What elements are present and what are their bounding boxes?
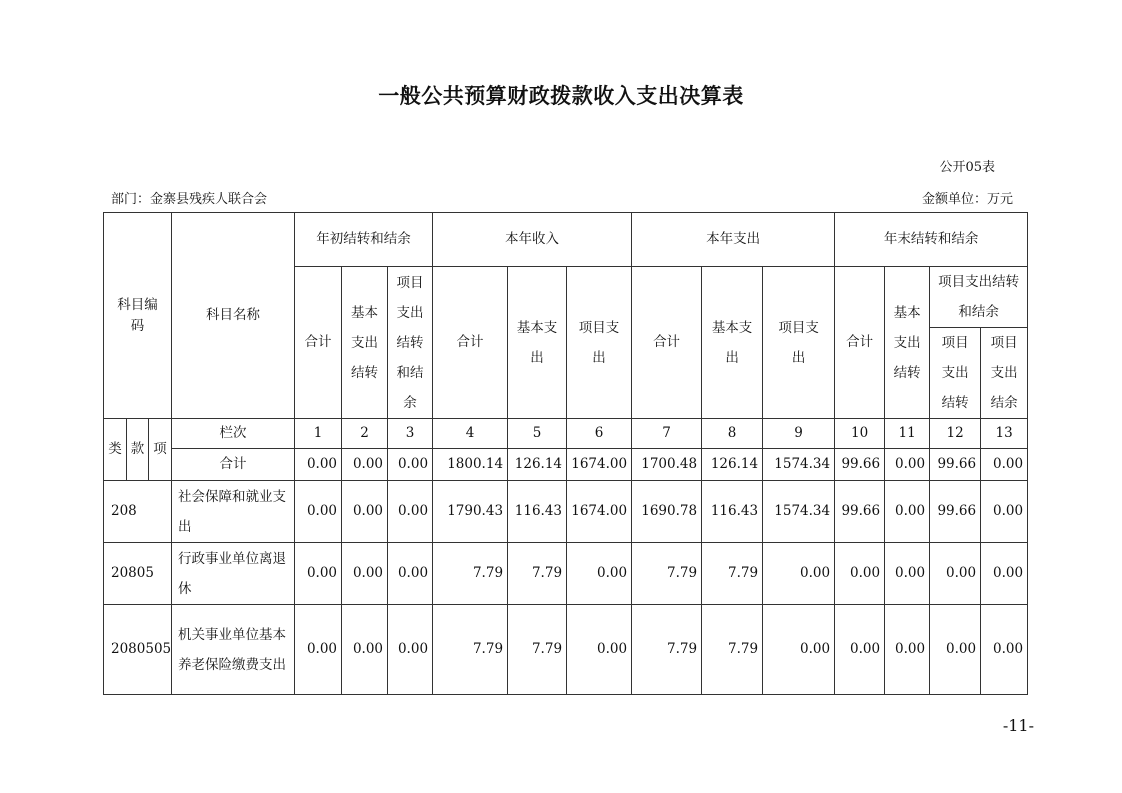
page-title: 一般公共预算财政拨款收入支出决算表 — [378, 84, 744, 108]
row-value: 0.00 — [388, 605, 433, 695]
column-number: 9 — [763, 419, 835, 449]
header-group-income: 本年收入 — [433, 213, 632, 267]
table-row — [104, 543, 1028, 605]
row-value: 7.79 — [508, 543, 567, 605]
column-number: 13 — [981, 419, 1028, 449]
header-class-kuan: 款 — [127, 419, 149, 481]
total-value: 126.14 — [508, 449, 567, 481]
row-code: 208 — [104, 481, 172, 543]
total-value: 0.00 — [342, 449, 388, 481]
table-row — [104, 481, 1028, 543]
header-project-expense: 项目支出 — [567, 267, 632, 419]
column-number: 1 — [295, 419, 342, 449]
column-number: 12 — [930, 419, 981, 449]
row-value: 0.00 — [295, 543, 342, 605]
column-number: 2 — [342, 419, 388, 449]
header-subject-code: 科目编码 — [104, 213, 172, 419]
row-value: 7.79 — [702, 605, 763, 695]
total-value: 99.66 — [835, 449, 885, 481]
row-value: 0.00 — [763, 543, 835, 605]
header-project-balance: 项目支出结余 — [981, 328, 1028, 419]
row-value: 0.00 — [930, 605, 981, 695]
column-number: 6 — [567, 419, 632, 449]
header-project-carry-balance: 项目支出结转和结余 — [388, 267, 433, 419]
total-value: 0.00 — [295, 449, 342, 481]
header-group-expense: 本年支出 — [632, 213, 835, 267]
row-value: 99.66 — [835, 481, 885, 543]
header-expense-basic: 基本支出 — [702, 267, 763, 419]
row-value: 0.00 — [388, 481, 433, 543]
header-total: 合计 — [295, 267, 342, 419]
row-value: 0.00 — [295, 481, 342, 543]
total-value: 1800.14 — [433, 449, 508, 481]
row-value: 0.00 — [981, 481, 1028, 543]
table-tag: 公开05表 — [939, 160, 995, 175]
header-group-closing: 年末结转和结余 — [835, 213, 1028, 267]
row-value: 0.00 — [342, 543, 388, 605]
row-value: 0.00 — [885, 481, 930, 543]
row-value: 7.79 — [433, 605, 508, 695]
row-value: 0.00 — [567, 605, 632, 695]
header-class-lei: 类 — [104, 419, 127, 481]
header-expense-total: 合计 — [632, 267, 702, 419]
header-income-total: 合计 — [433, 267, 508, 419]
total-value: 99.66 — [930, 449, 981, 481]
row-value: 99.66 — [930, 481, 981, 543]
row-value: 0.00 — [295, 605, 342, 695]
header-closing-project-group: 项目支出结转和结余 — [930, 267, 1028, 328]
row-value: 7.79 — [632, 605, 702, 695]
table-row — [104, 605, 1028, 695]
header-closing-basic-carry: 基本支出结转 — [885, 267, 930, 419]
column-number: 10 — [835, 419, 885, 449]
row-value: 1790.43 — [433, 481, 508, 543]
row-value: 0.00 — [981, 543, 1028, 605]
row-value: 0.00 — [835, 543, 885, 605]
header-closing-total: 合计 — [835, 267, 885, 419]
total-value: 126.14 — [702, 449, 763, 481]
row-value: 116.43 — [702, 481, 763, 543]
row-value: 0.00 — [567, 543, 632, 605]
row-value: 0.00 — [930, 543, 981, 605]
row-code: 20805 — [104, 543, 172, 605]
row-value: 7.79 — [433, 543, 508, 605]
column-number: 8 — [702, 419, 763, 449]
total-value: 0.00 — [981, 449, 1028, 481]
row-value: 0.00 — [981, 605, 1028, 695]
header-group-opening: 年初结转和结余 — [295, 213, 433, 267]
row-value: 7.79 — [508, 605, 567, 695]
row-value: 1690.78 — [632, 481, 702, 543]
unit-label: 金额单位：万元 — [921, 192, 1013, 207]
total-value: 0.00 — [388, 449, 433, 481]
header-project-carry: 项目支出结转 — [930, 328, 981, 419]
header-basic-carry: 基本支出结转 — [342, 267, 388, 419]
column-number: 3 — [388, 419, 433, 449]
column-number: 5 — [508, 419, 567, 449]
row-value: 0.00 — [388, 543, 433, 605]
budget-table — [103, 212, 1028, 695]
row-value: 7.79 — [702, 543, 763, 605]
total-value: 1674.00 — [567, 449, 632, 481]
row-name: 行政事业单位离退休 — [172, 543, 295, 605]
total-value: 1574.34 — [763, 449, 835, 481]
row-name: 机关事业单位基本养老保险缴费支出 — [172, 605, 295, 695]
total-value: 0.00 — [885, 449, 930, 481]
column-number: 4 — [433, 419, 508, 449]
department-label: 部门：金寨县残疾人联合会 — [111, 192, 268, 207]
row-value: 116.43 — [508, 481, 567, 543]
row-value: 0.00 — [763, 605, 835, 695]
column-number: 7 — [632, 419, 702, 449]
total-row-label: 合计 — [172, 449, 295, 481]
row-value: 0.00 — [342, 481, 388, 543]
header-subject-name: 科目名称 — [172, 213, 295, 419]
header-class-xiang: 项 — [149, 419, 172, 481]
row-name: 社会保障和就业支出 — [172, 481, 295, 543]
column-number: 11 — [885, 419, 930, 449]
header-basic-expense: 基本支出 — [508, 267, 567, 419]
row-value: 0.00 — [342, 605, 388, 695]
row-value: 0.00 — [885, 543, 930, 605]
page-number: -11- — [1002, 716, 1034, 735]
row-code: 2080505 — [104, 605, 172, 695]
column-index-label: 栏次 — [172, 419, 295, 449]
row-value: 7.79 — [632, 543, 702, 605]
row-value: 1674.00 — [567, 481, 632, 543]
row-value: 1574.34 — [763, 481, 835, 543]
row-value: 0.00 — [885, 605, 930, 695]
total-value: 1700.48 — [632, 449, 702, 481]
row-value: 0.00 — [835, 605, 885, 695]
header-expense-project: 项目支出 — [763, 267, 835, 419]
